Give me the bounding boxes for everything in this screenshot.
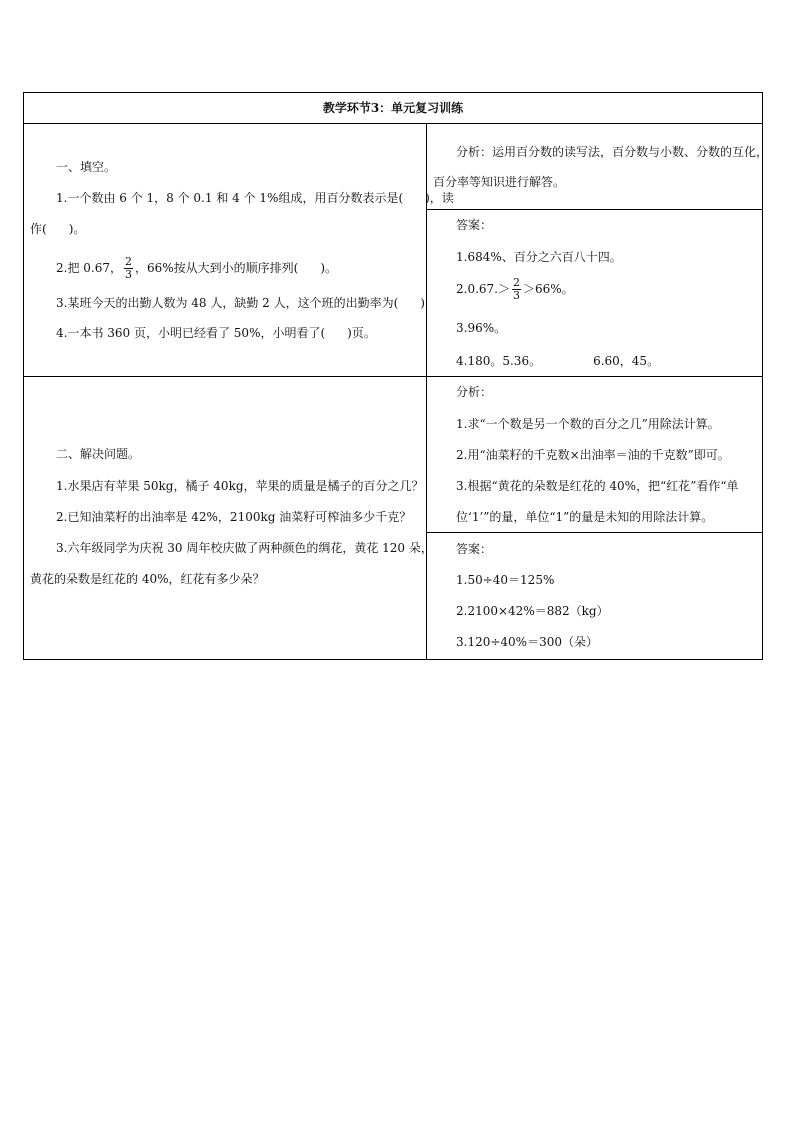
question-4 <box>56 325 376 341</box>
answer1-label: 答案： <box>456 218 493 232</box>
question-4-text-a: 4.一本书 360 页，小明已经看了 50%，小明看了( <box>56 326 326 340</box>
answer2-item1: 1.50÷40＝125% <box>456 573 555 587</box>
problem-2: 2.已知油菜籽的出油率是 42%，2100kg 油菜籽可榨油多少千克？ <box>56 510 412 524</box>
question-1-line2 <box>30 221 85 237</box>
fraction-denominator: 3 <box>124 268 132 281</box>
question-2-text-a: 2.把 0.67， <box>56 261 122 275</box>
part1-heading: 一、填空。 <box>56 160 117 174</box>
answer1-item2 <box>456 275 574 303</box>
question-1-text-b: )，读 <box>425 191 454 205</box>
question-3-text-a: 3.某班今天的出勤人数为 48 人，缺勤 2 人，这个班的出勤率为( <box>56 296 399 310</box>
review-table <box>23 92 769 660</box>
analysis2-answer2-rule <box>426 532 763 533</box>
fraction-numerator: 2 <box>512 276 520 289</box>
fraction-two-thirds <box>124 256 133 281</box>
problem-3-line2: 黄花的朵数是红花的 40%，红花有多少朵？ <box>30 572 265 586</box>
analysis2-line1: 1.求“一个数是另一个数的百分之几”用除法计算。 <box>456 417 720 431</box>
analysis2-line3: 3.根据“黄花的朵数是红花的 40%，把“红花”看作“单 <box>456 479 739 493</box>
answer2-item3: 3.120÷40%＝300（朵） <box>456 635 598 649</box>
question-1-text-d: )。 <box>68 222 86 236</box>
row-divider <box>23 376 763 377</box>
answer1-item1: 1.684%、百分之六百八十四。 <box>456 250 622 264</box>
answer1-item4-text-b: 6.60，45。 <box>593 354 660 368</box>
title-row-rule <box>23 123 763 124</box>
answer1-item2-text-b: ＞66%。 <box>522 282 574 296</box>
answer1-item4-text-a: 4.180。5.36。 <box>456 354 542 368</box>
section-title: 教学环节3：单元复习训练 <box>322 101 464 115</box>
problem-1: 1.水果店有苹果 50kg，橘子 40kg，苹果的质量是橘子的百分之几？ <box>56 479 424 493</box>
question-2-text-c: )。 <box>320 261 338 275</box>
question-2-text-b: ，66%按从大到小的顺序排列( <box>134 261 299 275</box>
analysis1-line1: 分析：运用百分数的读写法，百分数与小数、分数的互化， <box>456 145 769 159</box>
question-1-text-a: 1.一个数由 6 个 1，8 个 0.1 和 4 个 1%组成，用百分数表示是( <box>56 191 404 205</box>
answer1-item3: 3.96%。 <box>456 321 507 335</box>
table-border-bottom <box>23 659 763 660</box>
analysis2-label: 分析： <box>456 385 493 399</box>
answer1-item4 <box>456 353 659 369</box>
question-4-text-b: )页。 <box>347 326 376 340</box>
question-1-line1 <box>56 190 454 206</box>
fraction-numerator: 2 <box>124 255 132 268</box>
answer2-label: 答案： <box>456 542 493 556</box>
analysis2-line4: 位‘1’”的量，单位“1”的量是未知的用除法计算。 <box>456 510 714 524</box>
question-2 <box>56 254 337 282</box>
analysis2-line2: 2.用“油菜籽的千克数×出油率＝油的千克数”即可。 <box>456 448 730 462</box>
analysis1-answer1-rule <box>426 209 763 210</box>
analysis1-line2: 百分率等知识进行解答。 <box>433 175 566 189</box>
question-3-text-b: ) <box>420 296 425 310</box>
answer2-item2: 2.2100×42%＝882（kg） <box>456 604 609 618</box>
answer1-item2-text-a: 2.0.67.＞ <box>456 282 510 296</box>
table-border-top <box>23 92 763 93</box>
question-3 <box>56 295 425 311</box>
fraction-two-thirds <box>512 277 521 302</box>
problem-3-line1: 3.六年级同学为庆祝 30 周年校庆做了两种颜色的绸花，黄花 120 朵， <box>56 541 433 555</box>
part2-heading: 二、解决问题。 <box>56 447 141 461</box>
question-1-text-c: 作( <box>30 222 47 236</box>
fraction-denominator: 3 <box>512 289 520 302</box>
